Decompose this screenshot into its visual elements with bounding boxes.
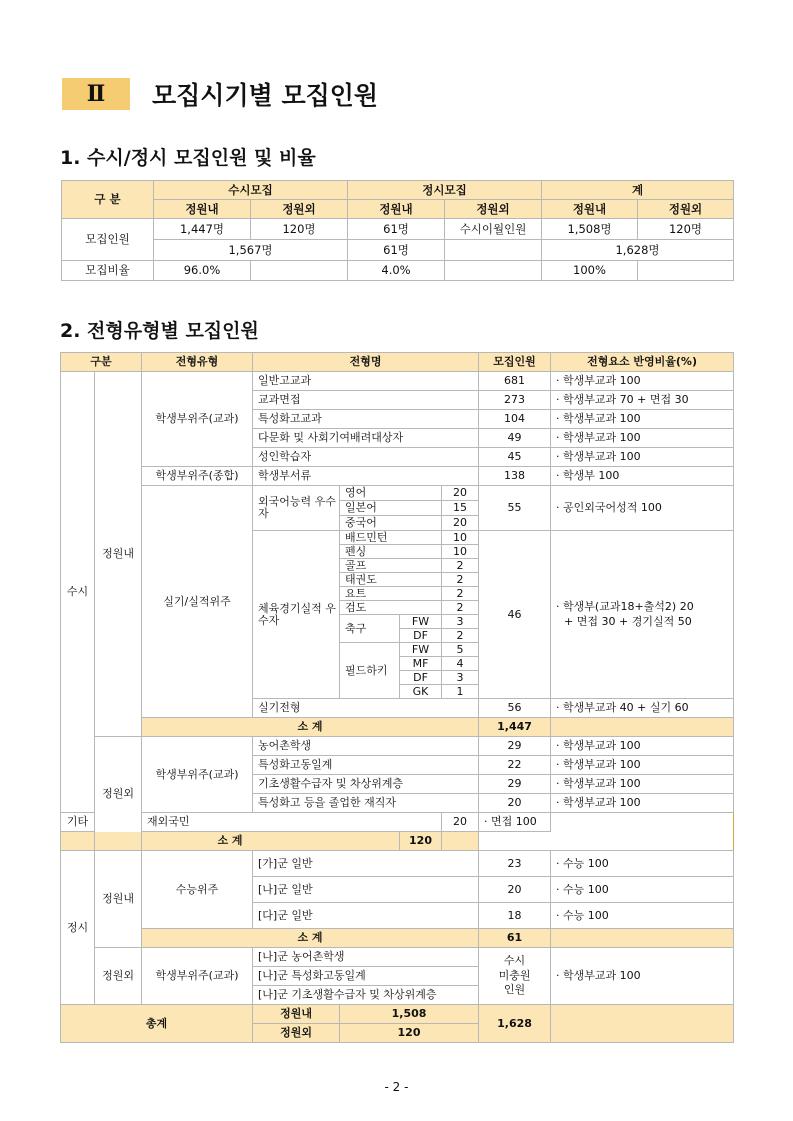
total-in-label: 정원내 <box>253 1005 340 1024</box>
cell-empty <box>638 261 734 281</box>
count-cell: 45 <box>479 448 551 467</box>
count-cell: 49 <box>479 429 551 448</box>
th-gubun: 구분 <box>61 353 142 372</box>
count-cell: 273 <box>479 391 551 410</box>
cell-empty <box>251 261 348 281</box>
ratio-line1: · 학생부(교과18+출석2) 20 <box>556 600 694 614</box>
total-in-value: 1,508 <box>340 1005 479 1024</box>
subtotal-value: 1,447 <box>479 718 551 737</box>
recruit-type-table <box>60 352 734 1043</box>
th-out: 정원외 <box>445 200 542 219</box>
count-cell: 29 <box>479 737 551 756</box>
type-cell: 학생부위주(교과) <box>142 737 253 813</box>
cell: 61명 <box>348 240 445 261</box>
sub-pos: DF <box>400 671 442 685</box>
total-label: 총계 <box>61 1005 253 1043</box>
sub-item: 골프 <box>340 559 442 573</box>
name-cell: 다문화 및 사회기여배려대상자 <box>253 429 479 448</box>
count-cell: 46 <box>479 531 551 699</box>
total-sum: 1,628 <box>479 1005 551 1043</box>
sub-pos: MF <box>400 657 442 671</box>
subtotal-value: 120 <box>400 832 442 851</box>
ratio-cell: · 학생부교과 100 <box>551 372 734 391</box>
count-cell: 56 <box>479 699 551 718</box>
count-cell: 20 <box>479 877 551 903</box>
cell: 4.0% <box>348 261 445 281</box>
cell: 61명 <box>348 219 445 240</box>
ratio-cell-sports <box>551 531 734 699</box>
name-cell: [가]군 일반 <box>253 851 479 877</box>
section1-title: 1. 수시/정시 모집인원 및 비율 <box>60 147 316 169</box>
page-number: - 2 - <box>384 1080 409 1094</box>
ratio-cell: · 학생부교과 100 <box>551 429 734 448</box>
ratio-cell: · 면접 100 <box>479 813 551 832</box>
group-jeongsi: 정시 <box>61 851 95 1005</box>
ratio-cell: · 수능 100 <box>551 851 734 877</box>
type-cell: 학생부위주(교과) <box>142 948 253 1005</box>
count-cell: 55 <box>479 486 551 531</box>
th-jeongsi: 정시모집 <box>348 181 542 200</box>
chapter-title: 모집시기별 모집인원 <box>152 81 379 110</box>
sub-item-hockey: 필드하키 <box>340 643 400 699</box>
sub-value: 15 <box>442 501 479 516</box>
sub-value: 20 <box>442 516 479 531</box>
subtotal-label: 소 계 <box>142 718 479 737</box>
th-susi: 수시모집 <box>154 181 348 200</box>
sub-value: 2 <box>442 559 479 573</box>
sub-item-soccer: 축구 <box>340 615 400 643</box>
name-cell: 특성화고동일계 <box>253 756 479 775</box>
cell: 1,628명 <box>542 240 734 261</box>
ratio-cell: · 학생부교과 100 <box>551 948 734 1005</box>
cell: 1,447명 <box>154 219 251 240</box>
name-cell: 교과면접 <box>253 391 479 410</box>
name-cell: [나]군 특성화고동일계 <box>253 967 479 986</box>
subtotal-value: 61 <box>479 929 551 948</box>
cell: 100% <box>542 261 638 281</box>
group-susi-in: 정원내 <box>95 372 142 737</box>
th-out: 정원외 <box>638 200 734 219</box>
sub-pos: DF <box>400 629 442 643</box>
group-susi-out: 정원외 <box>95 737 142 851</box>
sub-pos: FW <box>400 615 442 629</box>
count-cell: 23 <box>479 851 551 877</box>
ratio-cell: · 학생부교과 100 <box>551 794 734 813</box>
name-cell: [나]군 기초생활수급자 및 차상위계층 <box>253 986 479 1005</box>
group-jeongsi-out: 정원외 <box>95 948 142 1005</box>
ratio-cell: · 수능 100 <box>551 877 734 903</box>
ratio-cell: · 학생부교과 40 + 실기 60 <box>551 699 734 718</box>
cell: 1,567명 <box>154 240 348 261</box>
name-cell: 실기전형 <box>253 699 479 718</box>
subtotal-empty <box>551 718 734 737</box>
total-out-label: 정원외 <box>253 1024 340 1043</box>
row-label-recruit: 모집인원 <box>62 219 154 261</box>
th-type: 전형유형 <box>142 353 253 372</box>
sub-value: 20 <box>442 486 479 501</box>
ratio-cell: · 공인외국어성적 100 <box>551 486 734 531</box>
ratio-cell: · 학생부교과 70 + 면접 30 <box>551 391 734 410</box>
sub-item: 펜싱 <box>340 545 442 559</box>
subtotal-empty <box>551 929 734 948</box>
total-empty <box>551 1005 734 1043</box>
ratio-cell: · 학생부교과 100 <box>551 448 734 467</box>
count-cell: 수시 미충원 인원 <box>479 948 551 1005</box>
name-cell: 재외국민 <box>142 813 442 832</box>
sub-value: 2 <box>442 601 479 615</box>
th-ratio: 전형요소 반영비율(%) <box>551 353 734 372</box>
cell: 96.0% <box>154 261 251 281</box>
cell: 수시이월인원 <box>445 219 542 240</box>
sub-value: 4 <box>442 657 479 671</box>
sub-value: 10 <box>442 531 479 545</box>
subtotal-label: 소 계 <box>61 832 400 851</box>
sub-item: 영어 <box>340 486 442 501</box>
type-cell: 수능위주 <box>142 851 253 929</box>
count-cell: 20 <box>442 813 479 832</box>
count-cell: 22 <box>479 756 551 775</box>
th-name: 전형명 <box>253 353 479 372</box>
ratio-cell: · 학생부 100 <box>551 467 734 486</box>
sub-pos: FW <box>400 643 442 657</box>
name-cell-lang: 외국어능력 우수자 <box>253 486 340 531</box>
name-cell: 일반고교과 <box>253 372 479 391</box>
count-cell: 29 <box>479 775 551 794</box>
sub-value: 3 <box>442 615 479 629</box>
row-label-ratio: 모집비율 <box>62 261 154 281</box>
sub-value: 1 <box>442 685 479 699</box>
count-cell: 681 <box>479 372 551 391</box>
th-in: 정원내 <box>348 200 445 219</box>
sub-value: 3 <box>442 671 479 685</box>
name-cell: [나]군 농어촌학생 <box>253 948 479 967</box>
sub-value: 2 <box>442 587 479 601</box>
th-out: 정원외 <box>251 200 348 219</box>
th-in: 정원내 <box>154 200 251 219</box>
recruit-ratio-table <box>61 180 734 281</box>
cell-empty <box>445 240 542 261</box>
chapter-number-box <box>62 78 130 110</box>
sub-value: 10 <box>442 545 479 559</box>
name-cell: 기초생활수급자 및 차상위계층 <box>253 775 479 794</box>
type-cell: 실기/실적위주 <box>142 486 253 718</box>
ratio-cell: · 학생부교과 100 <box>551 737 734 756</box>
ratio-cell: · 수능 100 <box>551 903 734 929</box>
subtotal-label: 소 계 <box>142 929 479 948</box>
name-cell: 성인학습자 <box>253 448 479 467</box>
ratio-cell: · 학생부교과 100 <box>551 756 734 775</box>
subtotal-empty <box>442 832 479 851</box>
cell: 120명 <box>251 219 348 240</box>
group-susi: 수시 <box>61 372 95 813</box>
name-cell: 학생부서류 <box>253 467 479 486</box>
name-cell: [나]군 일반 <box>253 877 479 903</box>
name-cell: 특성화고교과 <box>253 410 479 429</box>
ratio-cell: · 학생부교과 100 <box>551 775 734 794</box>
sub-item: 배드민턴 <box>340 531 442 545</box>
name-cell-sports: 체육경기실적 우수자 <box>253 531 340 699</box>
name-cell: 농어촌학생 <box>253 737 479 756</box>
sub-item: 중국어 <box>340 516 442 531</box>
cell: 1,508명 <box>542 219 638 240</box>
cell: 120명 <box>638 219 734 240</box>
name-cell: [다]군 일반 <box>253 903 479 929</box>
sub-item: 요트 <box>340 587 442 601</box>
type-cell: 기타 <box>61 813 95 832</box>
sub-item: 태권도 <box>340 573 442 587</box>
sub-value: 5 <box>442 643 479 657</box>
type-cell: 학생부위주(종합) <box>142 467 253 486</box>
sub-item: 일본어 <box>340 501 442 516</box>
sub-pos: GK <box>400 685 442 699</box>
type-cell: 학생부위주(교과) <box>142 372 253 467</box>
th-total: 계 <box>542 181 734 200</box>
count-cell: 20 <box>479 794 551 813</box>
count-cell: 18 <box>479 903 551 929</box>
name-cell: 특성화고 등을 졸업한 재직자 <box>253 794 479 813</box>
cell-empty <box>445 261 542 281</box>
count-cell: 104 <box>479 410 551 429</box>
sub-value: 2 <box>442 629 479 643</box>
total-out-value: 120 <box>340 1024 479 1043</box>
sub-item: 검도 <box>340 601 442 615</box>
th-gubun: 구 분 <box>62 181 154 219</box>
count-cell: 138 <box>479 467 551 486</box>
th-in: 정원내 <box>542 200 638 219</box>
sub-value: 2 <box>442 573 479 587</box>
group-jeongsi-in: 정원내 <box>95 851 142 948</box>
ratio-line2: + 면접 30 + 경기실적 50 <box>564 615 692 628</box>
section2-title: 2. 전형유형별 모집인원 <box>60 320 259 342</box>
chapter-number: Ⅱ <box>86 81 106 107</box>
ratio-cell: · 학생부교과 100 <box>551 410 734 429</box>
th-count: 모집인원 <box>479 353 551 372</box>
